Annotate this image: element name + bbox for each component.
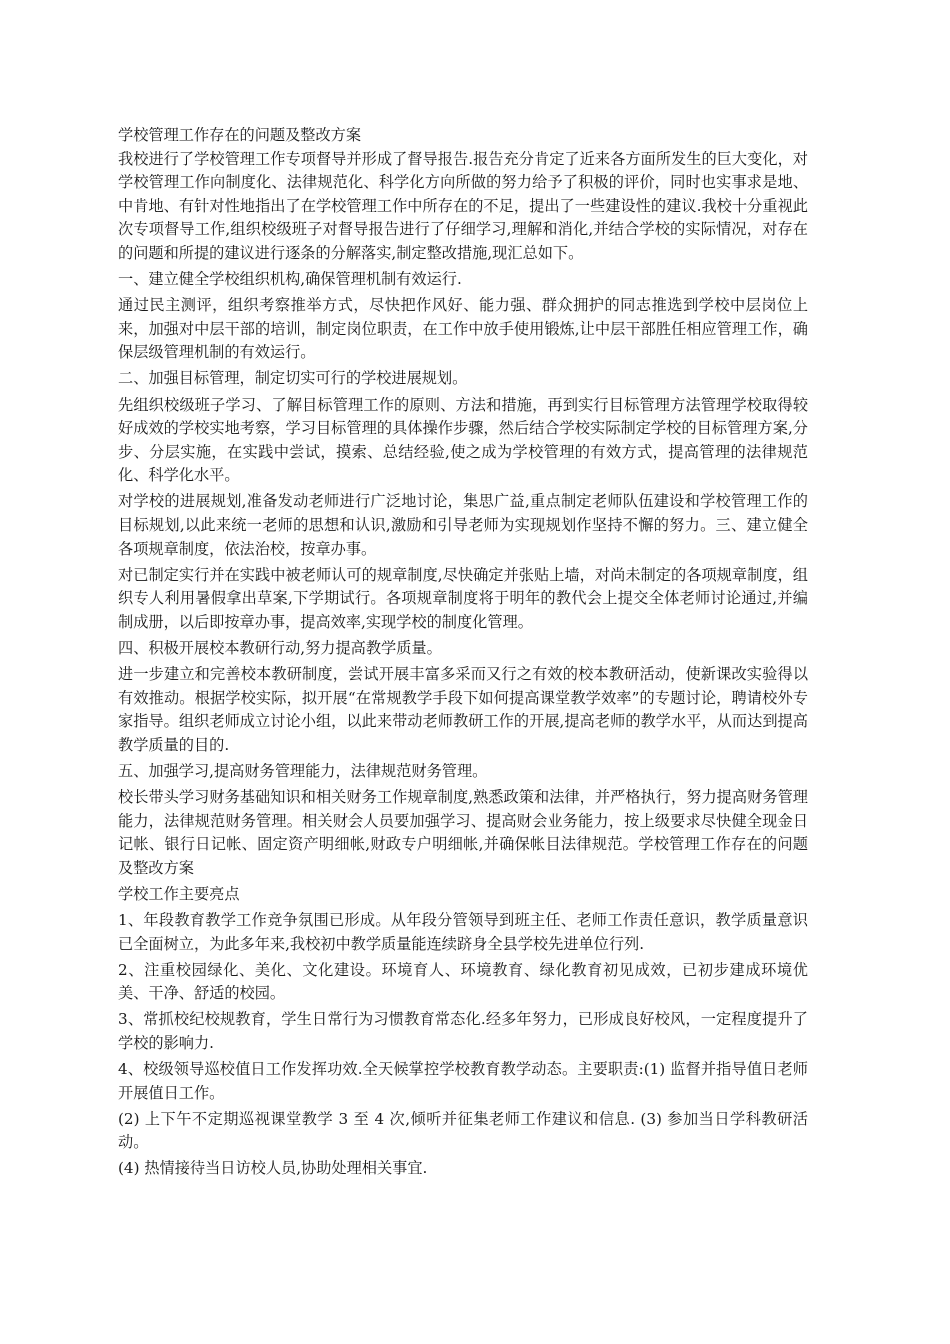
section-heading-4: 四、积极开展校本教研行动,努力提高教学质量。 xyxy=(118,638,442,657)
section-heading-2: 二、加强目标管理，制定切实可行的学校进展规划。 xyxy=(118,369,468,388)
section-heading-1: 一、建立健全学校组织机构,确保管理机制有效运行. xyxy=(118,270,462,289)
section-1-paragraph: 通过民主测评，组织考察推举方式，尽快把作风好、能力强、群众拥护的同志推选到学校中层岗位上来，加强对中层干部的培训，制定岗位职责，在工作中放手使用锻炼,让中层干部胜任相应管理工作，确保层级管理机制的有效运行。 xyxy=(118,296,808,362)
intro-paragraph: 我校进行了学校管理工作专项督导并形成了督导报告.报告充分肯定了近来各方面所发生的巨大变化，对学校管理工作向制度化、法律规范化、科学化方向所做的努力给予了积极的评价，同时也实事求是地、中肯地、有针对性地指出了在学校管理工作中所存在的不足，提出了一些建设性的建议.我校十分重视此次专项督导工作,组织校级班子对督导报告进行了仔细学习,理解和消化,并结合学校的实际情况，对存在的问题和所提的建议进行逐条的分解落实,制定整改措施,现汇总如下。 xyxy=(118,149,808,262)
highlight-item-1: 1、年段教育教学工作竞争氛围已形成。从年段分管领导到班主任、老师工作责任意识，教学质量意识已全面树立，为此多年来,我校初中教学质量能连续跻身全县学校先进单位行列. xyxy=(118,911,808,953)
duty-item-4: (4) 热情接待当日访校人员,协助处理相关事宜. xyxy=(118,1159,428,1178)
highlight-item-4: 4、校级领导巡校值日工作发挥功效.全天候掌控学校教育教学动态。主要职责:(1) 监督并指导值日老师开展值日工作。 xyxy=(118,1060,808,1102)
section-2-paragraph: 先组织校级班子学习、了解目标管理工作的原则、方法和措施，再到实行目标管理方法管理学校取得较好成效的学校实地考察，学习目标管理的具体操作步骤，然后结合学校实际制定学校的目标管理方案,分步、分层实施，在实践中尝试，摸索、总结经验,使之成为学校管理的有效方式，提高管理的法律规范化、科学化水平。 xyxy=(118,395,808,485)
document-title: 学校管理工作存在的问题及整改方案 xyxy=(118,126,361,144)
document-body xyxy=(118,124,808,1184)
section-3-paragraph: 对已制定实行并在实践中被老师认可的规章制度,尽快确定并张贴上墙，对尚未制定的各项规章制度，组织专人利用暑假拿出草案,下学期试行。各项规章制度将于明年的教代会上提交全体老师讨论通过,并编制成册，以后即按章办事，提高效率,实现学校的制度化管理。 xyxy=(118,565,808,631)
highlight-item-2: 2、注重校园绿化、美化、文化建设。环境育人、环境教育、绿化教育初见成效，已初步建成环境优美、干净、舒适的校园。 xyxy=(118,960,808,1003)
highlights-heading: 学校工作主要亮点 xyxy=(118,884,240,903)
duty-item-2-3: (2) 上下午不定期巡视课堂教学 3 至 4 次,倾听并征集老师工作建议和信息. (3) 参加当日学科教研活动。 xyxy=(118,1109,808,1152)
section-5-paragraph: 校长带头学习财务基础知识和相关财务工作规章制度,熟悉政策和法律，并严格执行，努力提高财务管理能力，法律规范财务管理。相关财会人员要加强学习、提高财会业务能力，按上级要求尽快健全现金日记帐、银行日记帐、固定资产明细帐,财政专户明细帐,并确保帐目法律规范。学校管理工作存在的问题及整改方案 xyxy=(118,788,808,877)
highlight-item-3: 3、常抓校纪校规教育，学生日常行为习惯教育常态化.经多年努力，已形成良好校风，一定程度提升了学校的影响力. xyxy=(118,1010,808,1052)
section-2-paragraph-2: 对学校的进展规划,准备发动老师进行广泛地讨论，集思广益,重点制定老师队伍建设和学校管理工作的目标规划,以此来统一老师的思想和认识,激励和引导老师为实现规划作坚持不懈的努力。三、建立健全各项规章制度，依法治校，按章办事。 xyxy=(118,492,808,558)
section-4-paragraph: 进一步建立和完善校本教研制度，尝试开展丰富多采而又行之有效的校本教研活动，使新课改实验得以有效推动。根据学校实际，拟开展“在常规教学手段下如何提高课堂教学效率”的专题讨论，聘请校外专家指导。组织老师成立讨论小组，以此来带动老师教研工作的开展,提高老师的教学水平，从而达到提高教学质量的目的. xyxy=(118,665,808,754)
section-heading-5: 五、加强学习,提高财务管理能力，法律规范财务管理。 xyxy=(118,761,488,780)
